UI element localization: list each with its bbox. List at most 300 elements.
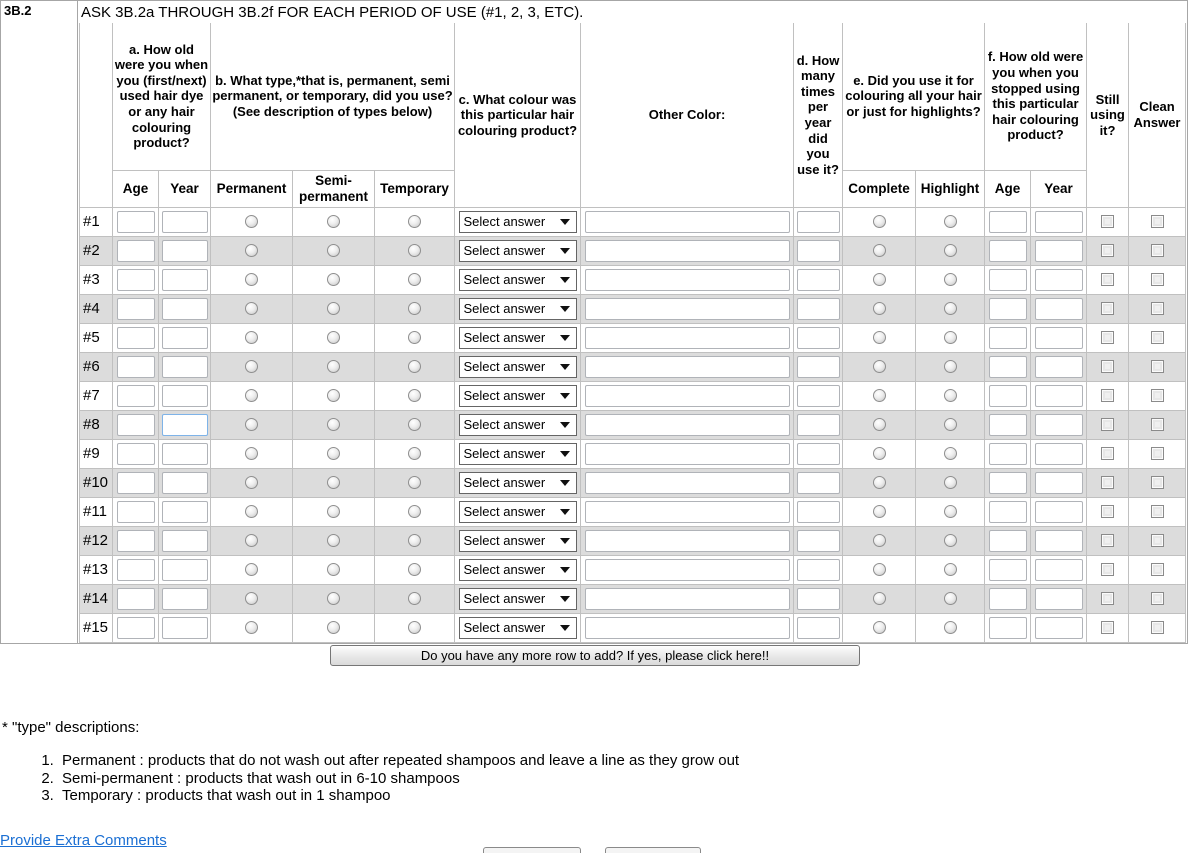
type-description-semi-permanent: 2. Semi-permanent : products that wash out in 6-10 shampoos (58, 770, 739, 788)
age-input[interactable] (117, 385, 155, 407)
age-input[interactable] (117, 501, 155, 523)
year-input-cell (159, 497, 211, 526)
other-color-input-cell (581, 236, 794, 265)
times-per-year-input[interactable] (797, 472, 840, 494)
age-input[interactable] (117, 240, 155, 262)
permanent-radio[interactable] (245, 505, 258, 518)
year-input[interactable] (162, 298, 208, 320)
header-e: e. Did you use it for colouring all your hair or just for highlights? (843, 23, 985, 170)
table-row (80, 584, 1186, 613)
table-row (80, 497, 1186, 526)
colour-select[interactable] (459, 414, 577, 436)
permanent-radio[interactable] (245, 476, 258, 489)
clean-answer-checkbox-cell (1129, 613, 1186, 642)
permanent-radio[interactable] (245, 302, 258, 315)
temporary-radio[interactable] (408, 418, 421, 431)
other-color-input[interactable] (585, 472, 790, 494)
permanent-radio-cell (211, 265, 293, 294)
stopped-year-input-cell (1031, 584, 1087, 613)
still-using-checkbox-cell (1087, 294, 1129, 323)
colour-select[interactable] (459, 327, 577, 349)
age-input[interactable] (117, 327, 155, 349)
clean-answer-checkbox[interactable] (1151, 331, 1164, 344)
colour-select-value: Select answer (463, 359, 546, 375)
year-input[interactable] (162, 211, 208, 233)
age-input[interactable] (117, 559, 155, 581)
stopped-year-input[interactable] (1035, 385, 1083, 407)
permanent-radio-cell (211, 236, 293, 265)
stopped-year-input[interactable] (1035, 269, 1083, 291)
highlight-radio[interactable] (944, 331, 957, 344)
complete-radio[interactable] (873, 563, 886, 576)
still-using-checkbox[interactable] (1101, 244, 1114, 257)
stopped-year-input-cell (1031, 526, 1087, 555)
highlight-radio[interactable] (944, 389, 957, 402)
times-per-year-input[interactable] (797, 414, 840, 436)
other-color-input-cell (581, 381, 794, 410)
header-b: b. What type,*that is, permanent, semi permanent, or temporary, did you use? (See description of types below) (211, 23, 455, 170)
times-per-year-input[interactable] (797, 385, 840, 407)
still-using-checkbox[interactable] (1101, 215, 1114, 228)
colour-select[interactable] (459, 530, 577, 552)
other-color-input[interactable] (585, 414, 790, 436)
clean-answer-checkbox[interactable] (1151, 534, 1164, 547)
complete-radio[interactable] (873, 244, 886, 257)
highlight-radio[interactable] (944, 273, 957, 286)
semi-permanent-radio[interactable] (327, 389, 340, 402)
colour-select[interactable] (459, 298, 577, 320)
temporary-radio[interactable] (408, 476, 421, 489)
stopped-age-input[interactable] (989, 588, 1027, 610)
row-label: #8 (80, 410, 113, 439)
complete-radio[interactable] (873, 447, 886, 460)
year-input[interactable] (162, 414, 208, 436)
semi-permanent-radio[interactable] (327, 447, 340, 460)
permanent-radio-cell (211, 410, 293, 439)
age-input[interactable] (117, 530, 155, 552)
year-input[interactable] (162, 327, 208, 349)
year-input-cell (159, 526, 211, 555)
highlight-radio[interactable] (944, 534, 957, 547)
still-using-checkbox-cell (1087, 352, 1129, 381)
other-color-input[interactable] (585, 559, 790, 581)
other-color-input[interactable] (585, 588, 790, 610)
add-row-button[interactable]: Do you have any more row to add? If yes, please click here!! (330, 645, 860, 666)
times-per-year-input[interactable] (797, 356, 840, 378)
semi-permanent-radio[interactable] (327, 244, 340, 257)
still-using-checkbox[interactable] (1101, 302, 1114, 315)
still-using-checkbox[interactable] (1101, 476, 1114, 489)
clean-answer-checkbox[interactable] (1151, 273, 1164, 286)
row-label: #6 (80, 352, 113, 381)
complete-radio[interactable] (873, 592, 886, 605)
colour-select[interactable] (459, 385, 577, 407)
periods-table (79, 23, 1186, 643)
stopped-year-input[interactable] (1035, 211, 1083, 233)
temporary-radio-cell (375, 410, 455, 439)
still-using-checkbox[interactable] (1101, 389, 1114, 402)
permanent-radio[interactable] (245, 418, 258, 431)
other-color-input[interactable] (585, 385, 790, 407)
age-input[interactable] (117, 588, 155, 610)
stopped-age-input-cell (985, 294, 1031, 323)
stopped-year-input[interactable] (1035, 414, 1083, 436)
complete-radio[interactable] (873, 534, 886, 547)
stopped-age-input[interactable] (989, 298, 1027, 320)
age-input-cell (113, 468, 159, 497)
stopped-age-input[interactable] (989, 269, 1027, 291)
year-input[interactable] (162, 588, 208, 610)
age-input[interactable] (117, 298, 155, 320)
times-per-year-input[interactable] (797, 501, 840, 523)
times-per-year-input[interactable] (797, 443, 840, 465)
times-per-year-input-cell (794, 207, 843, 236)
times-per-year-input[interactable] (797, 240, 840, 262)
times-per-year-input[interactable] (797, 269, 840, 291)
dropdown-arrow-icon (560, 277, 570, 283)
colour-select[interactable] (459, 559, 577, 581)
stopped-age-input[interactable] (989, 414, 1027, 436)
stopped-year-input[interactable] (1035, 559, 1083, 581)
stopped-age-input[interactable] (989, 443, 1027, 465)
add-row-container (0, 645, 1190, 666)
semi-permanent-radio[interactable] (327, 273, 340, 286)
complete-radio[interactable] (873, 215, 886, 228)
colour-select[interactable] (459, 501, 577, 523)
complete-radio[interactable] (873, 621, 886, 634)
clean-answer-checkbox[interactable] (1151, 360, 1164, 373)
permanent-radio-cell (211, 526, 293, 555)
permanent-radio[interactable] (245, 215, 258, 228)
year-input[interactable] (162, 385, 208, 407)
times-per-year-input-cell (794, 265, 843, 294)
highlight-radio[interactable] (944, 505, 957, 518)
complete-radio[interactable] (873, 331, 886, 344)
times-per-year-input[interactable] (797, 298, 840, 320)
semi-permanent-radio[interactable] (327, 534, 340, 547)
clean-answer-checkbox[interactable] (1151, 215, 1164, 228)
other-color-input[interactable] (585, 530, 790, 552)
temporary-radio[interactable] (408, 389, 421, 402)
still-using-checkbox-cell (1087, 207, 1129, 236)
stopped-age-input[interactable] (989, 356, 1027, 378)
highlight-radio[interactable] (944, 244, 957, 257)
permanent-radio[interactable] (245, 592, 258, 605)
temporary-radio[interactable] (408, 215, 421, 228)
year-input-cell (159, 323, 211, 352)
year-input[interactable] (162, 617, 208, 639)
year-input[interactable] (162, 356, 208, 378)
complete-radio-cell (843, 352, 916, 381)
other-color-input[interactable] (585, 211, 790, 233)
permanent-radio[interactable] (245, 563, 258, 576)
stopped-year-input[interactable] (1035, 443, 1083, 465)
stopped-age-input[interactable] (989, 240, 1027, 262)
temporary-radio[interactable] (408, 331, 421, 344)
subheader-year: Year (159, 170, 211, 207)
other-color-input-cell (581, 410, 794, 439)
other-color-input-cell (581, 294, 794, 323)
highlight-radio-cell (916, 352, 985, 381)
temporary-radio[interactable] (408, 273, 421, 286)
age-input-cell (113, 555, 159, 584)
year-input-cell (159, 207, 211, 236)
highlight-radio[interactable] (944, 215, 957, 228)
year-input-cell (159, 613, 211, 642)
stopped-year-input[interactable] (1035, 327, 1083, 349)
stopped-year-input[interactable] (1035, 588, 1083, 610)
clean-answer-checkbox[interactable] (1151, 244, 1164, 257)
year-input-cell (159, 381, 211, 410)
stopped-age-input[interactable] (989, 617, 1027, 639)
complete-radio[interactable] (873, 476, 886, 489)
clean-answer-checkbox-cell (1129, 323, 1186, 352)
other-color-input[interactable] (585, 443, 790, 465)
age-input[interactable] (117, 472, 155, 494)
year-input[interactable] (162, 269, 208, 291)
semi-permanent-radio[interactable] (327, 418, 340, 431)
age-input-cell (113, 584, 159, 613)
bottom-cutoff-button-1[interactable] (483, 847, 581, 853)
permanent-radio-cell (211, 584, 293, 613)
colour-select-value: Select answer (463, 301, 546, 317)
stopped-age-input[interactable] (989, 472, 1027, 494)
highlight-radio-cell (916, 236, 985, 265)
still-using-checkbox[interactable] (1101, 563, 1114, 576)
year-input[interactable] (162, 443, 208, 465)
clean-answer-checkbox[interactable] (1151, 592, 1164, 605)
semi-permanent-radio[interactable] (327, 476, 340, 489)
highlight-radio[interactable] (944, 360, 957, 373)
temporary-radio[interactable] (408, 505, 421, 518)
still-using-checkbox[interactable] (1101, 534, 1114, 547)
temporary-radio-cell (375, 294, 455, 323)
stopped-year-input[interactable] (1035, 530, 1083, 552)
permanent-radio[interactable] (245, 389, 258, 402)
stopped-age-input[interactable] (989, 530, 1027, 552)
semi-permanent-radio[interactable] (327, 621, 340, 634)
clean-answer-checkbox-cell (1129, 381, 1186, 410)
highlight-radio[interactable] (944, 447, 957, 460)
temporary-radio[interactable] (408, 563, 421, 576)
still-using-checkbox[interactable] (1101, 418, 1114, 431)
year-input-cell (159, 294, 211, 323)
complete-radio[interactable] (873, 360, 886, 373)
year-input[interactable] (162, 472, 208, 494)
semi-permanent-radio[interactable] (327, 360, 340, 373)
permanent-radio[interactable] (245, 534, 258, 547)
colour-select-cell (455, 381, 581, 410)
stopped-year-input[interactable] (1035, 472, 1083, 494)
year-input[interactable] (162, 559, 208, 581)
temporary-radio[interactable] (408, 244, 421, 257)
dropdown-arrow-icon (560, 335, 570, 341)
clean-answer-checkbox-cell (1129, 439, 1186, 468)
semi-permanent-radio[interactable] (327, 563, 340, 576)
age-input[interactable] (117, 443, 155, 465)
times-per-year-input[interactable] (797, 559, 840, 581)
other-color-input-cell (581, 584, 794, 613)
clean-answer-checkbox[interactable] (1151, 447, 1164, 460)
table-row (80, 352, 1186, 381)
stopped-year-input[interactable] (1035, 617, 1083, 639)
other-color-input-cell (581, 352, 794, 381)
colour-select-value: Select answer (463, 243, 546, 259)
complete-radio[interactable] (873, 389, 886, 402)
colour-select-value: Select answer (463, 562, 546, 578)
highlight-radio[interactable] (944, 476, 957, 489)
age-input[interactable] (117, 356, 155, 378)
temporary-radio[interactable] (408, 621, 421, 634)
stopped-age-input-cell (985, 323, 1031, 352)
age-input[interactable] (117, 269, 155, 291)
still-using-checkbox[interactable] (1101, 273, 1114, 286)
table-row (80, 468, 1186, 497)
permanent-radio[interactable] (245, 244, 258, 257)
still-using-checkbox[interactable] (1101, 447, 1114, 460)
colour-select-cell (455, 410, 581, 439)
times-per-year-input-cell (794, 439, 843, 468)
age-input-cell (113, 294, 159, 323)
complete-radio[interactable] (873, 505, 886, 518)
temporary-radio[interactable] (408, 534, 421, 547)
other-color-input[interactable] (585, 269, 790, 291)
age-input-cell (113, 323, 159, 352)
stopped-age-input[interactable] (989, 211, 1027, 233)
temporary-radio[interactable] (408, 447, 421, 460)
stopped-age-input[interactable] (989, 385, 1027, 407)
stopped-age-input[interactable] (989, 327, 1027, 349)
colour-select[interactable] (459, 356, 577, 378)
stopped-age-input[interactable] (989, 559, 1027, 581)
year-input[interactable] (162, 240, 208, 262)
dropdown-arrow-icon (560, 306, 570, 312)
other-color-input[interactable] (585, 327, 790, 349)
clean-answer-checkbox[interactable] (1151, 476, 1164, 489)
highlight-radio[interactable] (944, 621, 957, 634)
clean-answer-checkbox[interactable] (1151, 621, 1164, 634)
colour-select-cell (455, 497, 581, 526)
clean-answer-checkbox[interactable] (1151, 389, 1164, 402)
clean-answer-checkbox-cell (1129, 265, 1186, 294)
stopped-age-input[interactable] (989, 501, 1027, 523)
clean-answer-checkbox[interactable] (1151, 418, 1164, 431)
other-color-input[interactable] (585, 240, 790, 262)
temporary-radio[interactable] (408, 360, 421, 373)
year-input[interactable] (162, 530, 208, 552)
semi-permanent-radio[interactable] (327, 302, 340, 315)
year-input-cell (159, 352, 211, 381)
semi-permanent-radio-cell (293, 410, 375, 439)
permanent-radio[interactable] (245, 360, 258, 373)
semi-permanent-radio[interactable] (327, 215, 340, 228)
permanent-radio[interactable] (245, 331, 258, 344)
colour-select[interactable] (459, 240, 577, 262)
complete-radio[interactable] (873, 273, 886, 286)
permanent-radio[interactable] (245, 273, 258, 286)
permanent-radio-cell (211, 555, 293, 584)
colour-select[interactable] (459, 211, 577, 233)
colour-select[interactable] (459, 443, 577, 465)
clean-answer-checkbox-cell (1129, 236, 1186, 265)
subheader-highlight: Highlight (916, 170, 985, 207)
highlight-radio[interactable] (944, 302, 957, 315)
still-using-checkbox-cell (1087, 555, 1129, 584)
temporary-radio[interactable] (408, 302, 421, 315)
section-id: 3B.2 (1, 1, 78, 643)
age-input[interactable] (117, 211, 155, 233)
age-input[interactable] (117, 617, 155, 639)
times-per-year-input[interactable] (797, 530, 840, 552)
other-color-input[interactable] (585, 298, 790, 320)
stopped-year-input[interactable] (1035, 298, 1083, 320)
semi-permanent-radio[interactable] (327, 331, 340, 344)
colour-select[interactable] (459, 472, 577, 494)
dropdown-arrow-icon (560, 364, 570, 370)
still-using-checkbox[interactable] (1101, 592, 1114, 605)
permanent-radio[interactable] (245, 447, 258, 460)
times-per-year-input[interactable] (797, 211, 840, 233)
bottom-cutoff-button-2[interactable] (605, 847, 701, 853)
stopped-age-input-cell (985, 468, 1031, 497)
stopped-year-input[interactable] (1035, 356, 1083, 378)
provide-extra-comments-link[interactable]: Provide Extra Comments (0, 832, 167, 849)
year-input[interactable] (162, 501, 208, 523)
clean-answer-checkbox[interactable] (1151, 302, 1164, 315)
temporary-radio[interactable] (408, 592, 421, 605)
header-d: d. How many times per year did you use it? (794, 23, 843, 207)
times-per-year-input[interactable] (797, 617, 840, 639)
highlight-radio[interactable] (944, 418, 957, 431)
times-per-year-input[interactable] (797, 327, 840, 349)
clean-answer-checkbox-cell (1129, 468, 1186, 497)
times-per-year-input[interactable] (797, 588, 840, 610)
other-color-input[interactable] (585, 617, 790, 639)
table-body (80, 207, 1186, 642)
colour-select-value: Select answer (463, 446, 546, 462)
stopped-year-input[interactable] (1035, 501, 1083, 523)
still-using-checkbox[interactable] (1101, 621, 1114, 634)
other-color-input[interactable] (585, 501, 790, 523)
subheader-complete: Complete (843, 170, 916, 207)
colour-select[interactable] (459, 588, 577, 610)
highlight-radio[interactable] (944, 592, 957, 605)
clean-answer-checkbox[interactable] (1151, 563, 1164, 576)
complete-radio-cell (843, 497, 916, 526)
highlight-radio[interactable] (944, 563, 957, 576)
stopped-year-input-cell (1031, 294, 1087, 323)
temporary-radio-cell (375, 207, 455, 236)
colour-select[interactable] (459, 617, 577, 639)
clean-answer-checkbox[interactable] (1151, 505, 1164, 518)
highlight-radio-cell (916, 323, 985, 352)
semi-permanent-radio[interactable] (327, 592, 340, 605)
age-input[interactable] (117, 414, 155, 436)
times-per-year-input-cell (794, 584, 843, 613)
still-using-checkbox[interactable] (1101, 331, 1114, 344)
year-input-cell (159, 468, 211, 497)
colour-select[interactable] (459, 269, 577, 291)
other-color-input[interactable] (585, 356, 790, 378)
colour-select-cell (455, 613, 581, 642)
complete-radio[interactable] (873, 418, 886, 431)
semi-permanent-radio[interactable] (327, 505, 340, 518)
still-using-checkbox[interactable] (1101, 360, 1114, 373)
complete-radio[interactable] (873, 302, 886, 315)
stopped-year-input[interactable] (1035, 240, 1083, 262)
permanent-radio[interactable] (245, 621, 258, 634)
still-using-checkbox[interactable] (1101, 505, 1114, 518)
